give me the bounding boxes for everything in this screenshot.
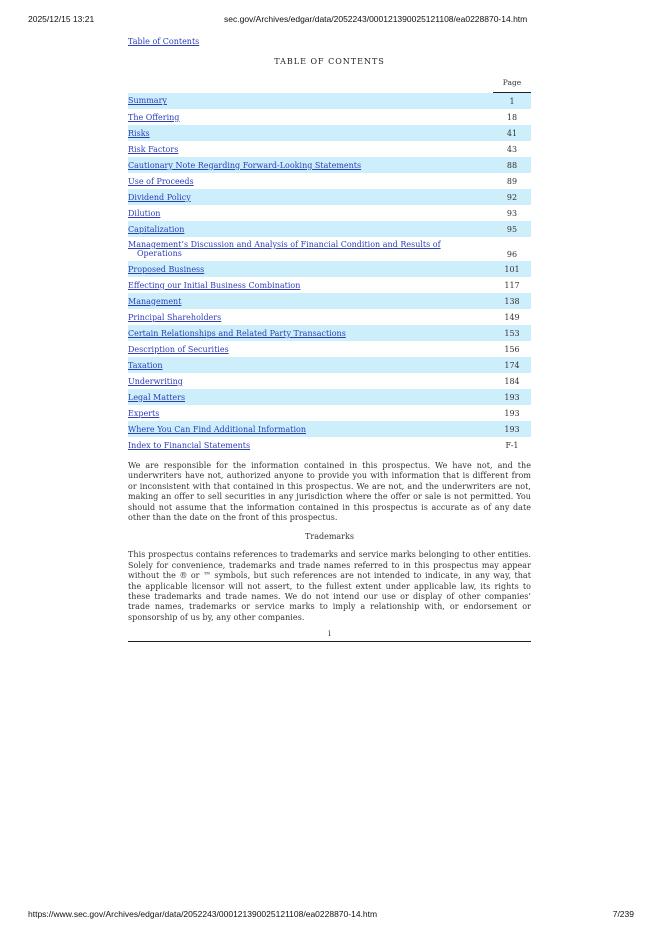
toc-entry-link[interactable] — [128, 297, 181, 306]
toc-entry-link[interactable] — [128, 377, 183, 386]
toc-entry-title: Underwriting — [128, 376, 183, 386]
toc-entry-title: Certain Relationships and Related Party Transactions — [128, 328, 346, 338]
toc-row — [128, 341, 531, 357]
toc-entry-link[interactable] — [128, 145, 178, 154]
toc-entry-title: Index to Financial Statements — [128, 440, 251, 450]
trademarks-paragraph: This prospectus contains references to trademarks and service marks belonging to other entities. Solely for convenience, trademarks and trade names referred to in this prospectus may appear without the ® or ™ symbols, but such references are not intended to indicate, in any way, that the applicable licensor will not assert, to the fullest extent under applicable law, its rights to these trademarks and trade names. We do not intend our use or display of other companies’ trade names, trademarks or service marks to imply a relationship with, or endorsement or sponsorship of us by, any other companies. — [128, 550, 531, 622]
print-page-counter: 7/239 — [612, 909, 634, 919]
toc-entry-link[interactable] — [128, 113, 179, 122]
toc-page-number: 193 — [504, 408, 520, 418]
toc-page-number: 184 — [504, 376, 520, 386]
toc-entry-title: Capitalization — [128, 224, 185, 234]
toc-header-row — [128, 78, 531, 93]
toc-row — [128, 373, 531, 389]
toc-row — [128, 189, 531, 205]
print-header-url: sec.gov/Archives/edgar/data/2052243/000121390025121108/ea0228870-14.htm — [224, 14, 528, 24]
responsibility-paragraph: We are responsible for the information contained in this prospectus. We have not, and the underwriters have not, authorized anyone to provide you with information that is different from or inconsistent with that contained in this prospectus. We are not, and the underwriters are not, making an offer to sell securities in any jurisdiction where the offer or sale is not permitted. You should not assume that the information contained in this prospectus is accurate as of any date other than the date on the front of this prospectus. — [128, 461, 531, 523]
toc-row — [128, 221, 531, 237]
toc-entry-title: Description of Securities — [128, 344, 229, 354]
toc-title: TABLE OF CONTENTS — [274, 57, 385, 66]
toc-entry-title: Management’s Discussion and Analysis of Financial Condition and Results of — [128, 240, 441, 249]
toc-row — [128, 421, 531, 437]
toc-page-number: 92 — [493, 189, 531, 205]
toc-row — [128, 357, 531, 373]
toc-entry-title: Risk Factors — [128, 144, 179, 154]
toc-row — [128, 277, 531, 293]
toc-entry-link[interactable] — [128, 265, 204, 274]
toc-page-number: 156 — [504, 344, 520, 354]
page-bottom-rule — [128, 641, 531, 642]
toc-entry-link[interactable] — [128, 425, 306, 434]
toc-row — [128, 205, 531, 221]
toc-page-number: 93 — [506, 208, 518, 218]
toc-entry-title: Legal Matters — [128, 392, 186, 402]
toc-entry-link[interactable] — [128, 209, 160, 218]
toc-entry-link[interactable] — [128, 225, 184, 234]
page-number: i — [328, 629, 331, 639]
toc-row — [128, 309, 531, 325]
toc-entry-link[interactable] — [128, 329, 346, 338]
toc-entry-link[interactable] — [128, 313, 221, 322]
toc-page-number: 117 — [504, 280, 520, 290]
toc-entry-title: Experts — [128, 408, 160, 418]
toc-entry-title: Proposed Business — [128, 264, 205, 274]
toc-row — [128, 157, 531, 173]
toc-row — [128, 389, 531, 405]
toc-entry-link[interactable] — [128, 441, 250, 450]
page-column-header: Page — [493, 78, 531, 93]
toc-page-number: 18 — [506, 112, 518, 122]
toc-page-number: F-1 — [505, 440, 519, 450]
toc-table — [128, 78, 531, 453]
toc-row — [128, 109, 531, 125]
toc-row — [128, 173, 531, 189]
toc-entry-title: Dilution — [128, 208, 161, 218]
toc-row — [128, 125, 531, 141]
toc-entry-link[interactable] — [128, 161, 361, 170]
print-footer-url: https://www.sec.gov/Archives/edgar/data/2052243/000121390025121108/ea0228870-14.htm — [28, 909, 378, 919]
toc-entry-link[interactable] — [128, 177, 194, 186]
toc-entry-link[interactable] — [128, 281, 300, 290]
toc-entry-title: Use of Proceeds — [128, 176, 194, 186]
toc-row — [128, 141, 531, 157]
toc-row — [128, 405, 531, 421]
toc-entry-title: Principal Shareholders — [128, 312, 222, 322]
toc-page-number: 193 — [493, 389, 531, 405]
toc-row — [128, 237, 531, 261]
toc-page-number: 138 — [493, 293, 531, 309]
toc-entry-title: Management — [128, 296, 182, 306]
table-of-contents-link[interactable]: Table of Contents — [128, 37, 200, 46]
toc-entry-title: Dividend Policy — [128, 192, 191, 202]
toc-page-number: 174 — [493, 357, 531, 373]
toc-page-number: 96 — [506, 250, 518, 259]
toc-page-number: 89 — [506, 176, 518, 186]
document-page — [128, 37, 531, 642]
toc-page-number: 88 — [493, 157, 531, 173]
trademarks-heading: Trademarks — [305, 532, 354, 542]
toc-entry-link[interactable] — [128, 409, 159, 418]
toc-entry-link[interactable] — [128, 345, 229, 354]
toc-entry-title-continued: Operations — [137, 249, 182, 258]
toc-page-number: 149 — [504, 312, 520, 322]
toc-page-number: 1 — [493, 93, 531, 110]
toc-page-number: 43 — [506, 144, 518, 154]
toc-entry-title: Risks — [128, 128, 150, 138]
toc-page-number: 95 — [493, 221, 531, 237]
toc-entry-link[interactable] — [128, 393, 185, 402]
toc-page-number: 193 — [493, 421, 531, 437]
print-timestamp: 2025/12/15 13:21 — [28, 14, 95, 24]
toc-entry-title: Summary — [128, 96, 167, 106]
toc-page-number: 101 — [493, 261, 531, 277]
toc-row — [128, 437, 531, 453]
toc-page-number: 153 — [493, 325, 531, 341]
toc-row — [128, 93, 531, 110]
toc-entry-link[interactable] — [128, 240, 441, 258]
toc-page-number: 41 — [493, 125, 531, 141]
toc-row — [128, 261, 531, 277]
toc-entry-title: Taxation — [128, 360, 163, 370]
toc-row — [128, 325, 531, 341]
toc-entry-link[interactable] — [128, 129, 150, 138]
toc-entry-title: The Offering — [128, 112, 180, 122]
toc-entry-link[interactable] — [128, 193, 191, 202]
toc-entry-title: Effecting our Initial Business Combination — [128, 280, 301, 290]
toc-entry-link[interactable] — [128, 361, 163, 370]
toc-entry-title: Where You Can Find Additional Information — [128, 424, 307, 434]
toc-entry-link[interactable] — [128, 96, 167, 105]
toc-entry-title: Cautionary Note Regarding Forward-Looking Statements — [128, 160, 362, 170]
toc-row — [128, 293, 531, 309]
